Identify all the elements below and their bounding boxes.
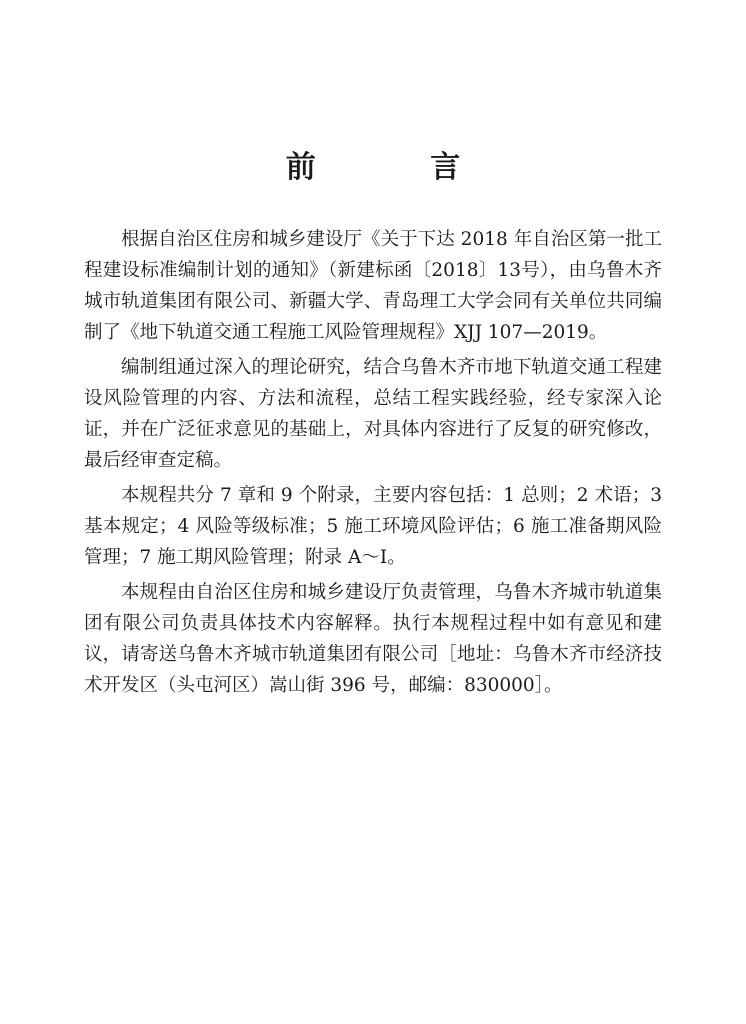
document-body (84, 224, 662, 705)
paragraph-1: 根据自治区住房和城乡建设厅《关于下达 2018 年自治区第一批工程建设标准编制计划的通知》（新建标函〔2018〕13号），由乌鲁木齐城市轨道集团有限公司、新疆大学、青岛理工大学会同有关单位共同编制了《地下轨道交通工程施工风险管理规程》XJJ 107—2019。 (84, 229, 662, 343)
paragraph-3: 本规程共分 7 章和 9 个附录，主要内容包括：1 总则；2 术语；3 基本规定；4 风险等级标准；5 施工环境风险评估；6 施工准备期风险管理；7 施工期风险管理；附录 A～I。 (84, 485, 662, 568)
paragraph-2: 编制组通过深入的理论研究，结合乌鲁木齐市地下轨道交通工程建设风险管理的内容、方法和流程，总结工程实践经验，经专家深入论证，并在广泛征求意见的基础上，对具体内容进行了反复的研究修改，最后经审查定稿。 (84, 357, 662, 471)
page-title: 前 言 (285, 150, 513, 185)
paragraph-4: 本规程由自治区住房和城乡建设厅负责管理，乌鲁木齐城市轨道集团有限公司负责具体技术内容解释。执行本规程过程中如有意见和建议，请寄送乌鲁木齐城市轨道集团有限公司［地址：乌鲁木齐市经济技术开发区（头屯河区）嵩山街 396 号，邮编：830000］。 (84, 582, 662, 696)
